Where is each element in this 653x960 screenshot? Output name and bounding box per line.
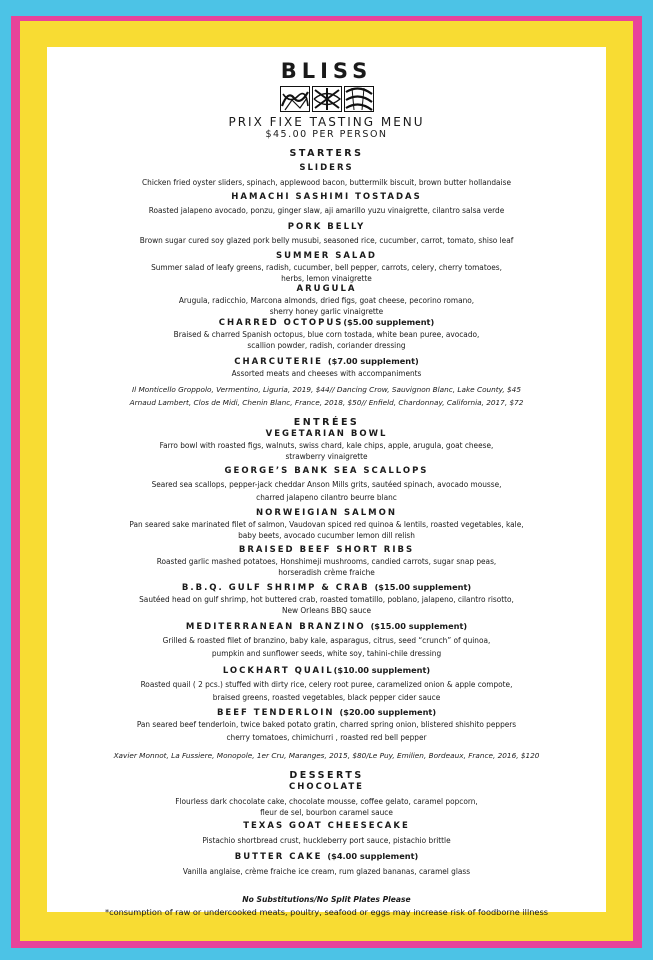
wine-pairing: Arnaud Lambert, Clos de Midi, Chenin Blanc, France, 2018, $50// Enfield, Chardonnay, California, 2017, $72 (129, 398, 524, 407)
dish-description: charred jalapeno cilantro beurre blanc (256, 492, 397, 502)
wine-pairing: Il Monticello Groppolo, Vermentino, Liguria, 2019, $44// Dancing Crow, Sauvignon Blanc, Lake County, $45 (132, 385, 521, 394)
bliss-emblem-icon (47, 86, 606, 112)
dish-description: New Orleans BBQ sauce (281, 605, 371, 615)
dish-name: HAMACHI SASHIMI TOSTADAS (231, 192, 422, 202)
dish-name (47, 707, 606, 719)
dish-name: PORK BELLY (287, 222, 366, 232)
dish-description: Pan seared sake marinated filet of salmon, Vaudovan spiced red quinoa & lentils, roasted vegetables, kale, (129, 519, 524, 529)
dish-description: Chicken fried oyster sliders, spinach, applewood bacon, buttermilk biscuit, brown butter hollandaise (142, 177, 511, 187)
dish-name: SLIDERS (299, 163, 354, 173)
policy-note: No Substitutions/No Split Plates Please (242, 895, 411, 904)
dish-description: strawberry vinaigrette (285, 451, 368, 461)
menu-title: PRIX FIXE TASTING MENU (228, 115, 425, 129)
dish-name: NORWEIGIAN SALMON (256, 508, 397, 518)
dish-description: scallion powder, radish, coriander dressing (247, 340, 406, 350)
dish-description: Vanilla anglaise, crème fraiche ice cream, rum glazed bananas, caramel glass (182, 866, 471, 876)
dish-description: Braised & charred Spanish octopus, blue corn tostada, white bean puree, avocado, (173, 329, 480, 339)
menu-content (47, 58, 606, 918)
dish-title: B.B.Q. GULF SHRIMP & CRAB (181, 583, 370, 593)
dish-title: BEEF TENDERLOIN (216, 708, 335, 718)
dish-description: Assorted meats and cheeses with accompaniments (231, 368, 422, 378)
supplement-price: ($5.00 supplement) (343, 317, 435, 327)
dish-name: CHOCOLATE (289, 782, 364, 792)
dish-title: CHARCUTERIE (234, 357, 323, 367)
dish-description: horseradish crème fraiche (278, 567, 375, 577)
dish-title: CHARRED OCTOPUS (218, 318, 344, 328)
starters-heading: STARTERS (289, 148, 364, 159)
dish-description: Grilled & roasted filet of branzino, baby kale, asparagus, citrus, seed “crunch” of quinoa, (162, 635, 491, 645)
dish-description: Seared sea scallops, pepper-jack cheddar Anson Mills grits, sautéed spinach, avocado mousse, (151, 479, 502, 489)
dish-name (47, 356, 606, 368)
supplement-price: ($20.00 supplement) (339, 707, 437, 717)
dish-description: baby beets, avocado cucumber lemon dill relish (238, 530, 415, 540)
wine-pairing: Xavier Monnot, La Fussiere, Monopole, 1er Cru, Maranges, 2015, $80/Le Puy, Emilien, Bordeaux, France, 2016, $120 (113, 751, 540, 760)
dish-name: GEORGE’S BANK SEA SCALLOPS (224, 466, 429, 476)
dish-name: ARUGULA (296, 284, 357, 294)
dish-description: Summer salad of leafy greens, radish, cucumber, bell pepper, carrots, celery, cherry tomatoes, (151, 262, 502, 272)
supplement-price: ($7.00 supplement) (327, 356, 419, 366)
dish-description: braised greens, roasted vegetables, black pepper cider sauce (212, 692, 441, 702)
dish-description: cherry tomatoes, chimichurri , roasted red bell pepper (226, 732, 427, 742)
dish-name (47, 582, 606, 594)
dish-description: Pan seared beef tenderloin, twice baked potato gratin, charred spring onion, blistered shishito peppers (136, 719, 517, 729)
dish-description: Brown sugar cured soy glazed pork belly musubi, seasoned rice, cucumber, carrot, tomato, shiso leaf (139, 235, 514, 245)
dish-title: LOCKHART QUAIL (222, 666, 334, 676)
entrees-heading: ENTRÉES (293, 417, 360, 428)
dish-description: Sautéed head on gulf shrimp, hot buttered crab, roasted tomatillo, poblano, jalapeno, cilantro risotto, (139, 594, 514, 604)
dish-description: Flourless dark chocolate cake, chocolate mousse, coffee gelato, caramel popcorn, (175, 796, 478, 806)
supplement-price: ($4.00 supplement) (327, 851, 419, 861)
dish-description: Roasted garlic mashed potatoes, Honshimeji mushrooms, candied carrots, sugar snap peas, (156, 556, 497, 566)
dish-description: herbs, lemon vinaigrette (281, 273, 372, 283)
dish-name (47, 665, 606, 677)
dish-description: pumpkin and sunflower seeds, white soy, tahini-chile dressing (211, 648, 442, 658)
supplement-price: ($15.00 supplement) (374, 582, 472, 592)
dish-name: BRAISED BEEF SHORT RIBS (238, 545, 415, 555)
dish-title: BUTTER CAKE (234, 852, 323, 862)
dish-name: VEGETARIAN BOWL (265, 429, 388, 439)
dish-description: Roasted quail ( 2 pcs.) stuffed with dirty rice, celery root puree, caramelized onion & apple compote, (140, 679, 513, 689)
allergy-warning: *consumption of raw or undercooked meats, poultry, seafood or eggs may increase risk of foodborne illness (104, 907, 548, 917)
dish-description: Pistachio shortbread crust, huckleberry port sauce, pistachio brittle (202, 835, 451, 845)
dish-description: Arugula, radicchio, Marcona almonds, dried figs, goat cheese, pecorino romano, (178, 295, 475, 305)
dish-name (47, 851, 606, 863)
desserts-heading: DESSERTS (289, 770, 364, 781)
dish-name: SUMMER SALAD (275, 251, 377, 261)
dish-name (47, 621, 606, 633)
dish-title: MEDITERRANEAN BRANZINO (185, 622, 366, 632)
menu-price: $45.00 PER PERSON (265, 129, 388, 140)
dish-description: sherry honey garlic vinaigrette (269, 306, 384, 316)
restaurant-logo: BLISS (280, 59, 373, 83)
supplement-price: ($10.00 supplement) (333, 665, 431, 675)
dish-name (47, 317, 606, 329)
dish-description: fleur de sel, bourbon caramel sauce (260, 807, 393, 817)
dish-description: Roasted jalapeno avocado, ponzu, ginger slaw, aji amarillo yuzu vinaigrette, cilantro salsa verde (148, 205, 505, 215)
supplement-price: ($15.00 supplement) (370, 621, 468, 631)
dish-description: Farro bowl with roasted figs, walnuts, swiss chard, kale chips, apple, arugula, goat cheese, (159, 440, 494, 450)
dish-name: TEXAS GOAT CHEESECAKE (243, 821, 410, 831)
